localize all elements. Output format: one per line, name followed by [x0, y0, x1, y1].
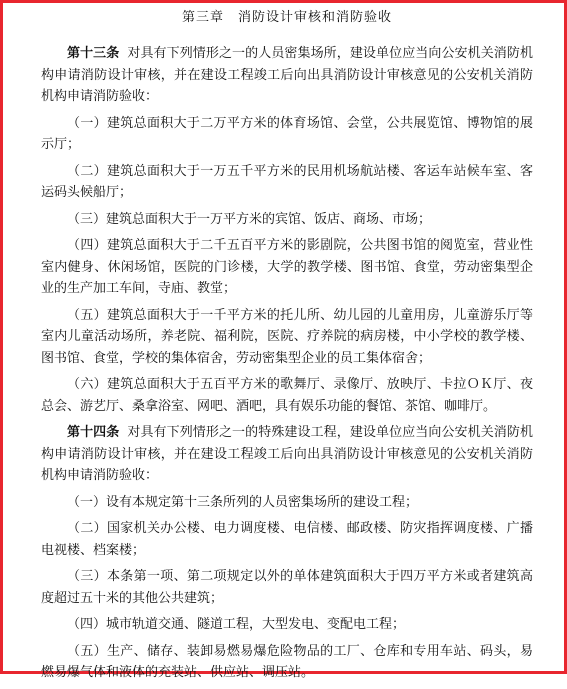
article-13-item-5: （五）建筑总面积大于一千平方米的托儿所、幼儿园的儿童用房，儿童游乐厅等室内儿童活动场所，养老院、福利院，医院、疗养院的病房楼，中小学校的教学楼、图书馆、食堂，学校的集体宿舍，劳动密集型企业的员工集体宿舍；: [41, 307, 533, 366]
article-14-item-3: （三）本条第一项、第二项规定以外的单体建筑面积大于四万平方米或者建筑高度超过五十米的其他公共建筑；: [41, 569, 533, 606]
article-14-intro: [41, 422, 533, 487]
article-13-item-2: （二）建筑总面积大于一万五千平方米的民用机场航站楼、客运车站候车室、客运码头候船厅；: [41, 163, 533, 200]
article-13-item-4: （四）建筑总面积大于二千五百平方米的影剧院，公共图书馆的阅览室，营业性室内健身、休闲场馆，医院的门诊楼，大学的教学楼、图书馆、食堂，劳动密集型企业的生产加工车间，寺庙、教堂；: [41, 238, 533, 296]
article-13-label: 第十三条: [67, 46, 120, 61]
article-14-item-5: （五）生产、储存、装卸易燃易爆危险物品的工厂、仓库和专用车站、码头，易燃易爆气体和液体的充装站、供应站、调压站。: [41, 643, 533, 680]
article-14-item-4: （四）城市轨道交通、隧道工程，大型发电、变配电工程；: [67, 617, 406, 632]
chapter-title: 第三章 消防设计审核和消防验收: [181, 10, 392, 25]
article-14-text: 对具有下列情形之一的特殊建设工程，建设单位应当向公安机关消防机构申请消防设计审核，并在建设工程竣工后向出具消防设计审核意见的公安机关消防机构申请消防验收：: [41, 425, 533, 483]
article-14-label: 第十四条: [67, 425, 120, 440]
article-13-item-3: （三）建筑总面积大于一万平方米的宾馆、饭店、商场、市场；: [67, 211, 432, 227]
article-14-item-2: （二）国家机关办公楼、电力调度楼、电信楼、邮政楼、防灾指挥调度楼、广播电视楼、档案楼；: [41, 521, 533, 558]
article-13-item-1: （一）建筑总面积大于二万平方米的体育场馆、会堂，公共展览馆、博物馆的展示厅；: [41, 115, 533, 152]
article-13-text: 对具有下列情形之一的人员密集场所，建设单位应当向公安机关消防机构申请消防设计审核，并在建设工程竣工后向出具消防设计审核意见的公安机关消防机构申请消防验收：: [41, 46, 533, 104]
article-13-item-6: （六）建筑总面积大于五百平方米的歌舞厅、录像厅、放映厅、卡拉ＯＫ厅、夜总会、游艺厅、桑拿浴室、网吧、酒吧，具有娱乐功能的餐馆、茶馆、咖啡厅。: [41, 377, 533, 414]
article-14-item-1: （一）设有本规定第十三条所列的人员密集场所的建设工程；: [67, 494, 419, 510]
document-body: [41, 7, 533, 689]
article-13-intro: [41, 43, 533, 108]
